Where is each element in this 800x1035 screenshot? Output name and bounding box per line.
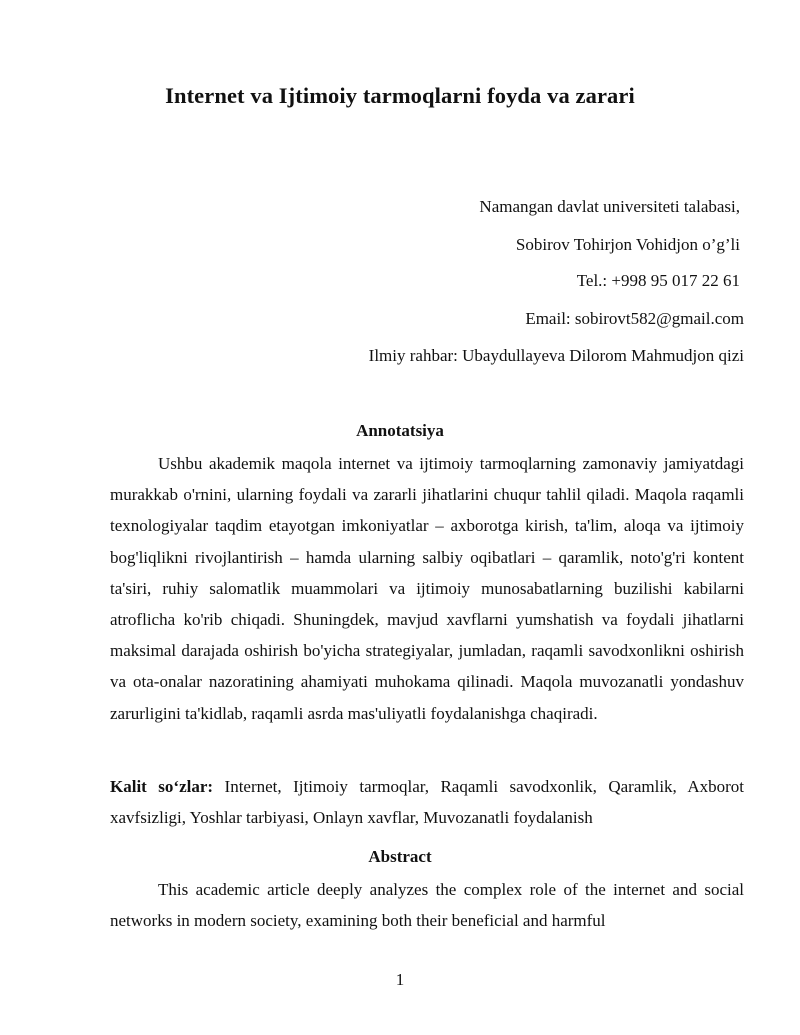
annotation-text: Ushbu akademik maqola internet va ijtimoiy tarmoqlarning zamonaviy jamiyatdagi murakkab o'rnini, ularning foydali va zararli jihatlarini chuqur tahlil qiladi. Maqola raqamli texnologiyalar taqdim etayotgan imkoniyatlar – axborotga kirish, ta'lim, aloqa va ijtimoiy bog'liqlikni rivojlantirish – hamda ularning salbiy oqibatlari – qaramlik, noto'g'ri kontent ta'siri, ruhiy salomatlik muammolari va ijtimoiy munosabatlarning buzilishi kabilarni atroflicha ko'rib chiqadi. Shuningdek, mavjud xavflarni yumshatish va foydali jihatlarni maksimal darajada oshirish bo'yicha strategiyalar, jumladan, raqamli savodxonlikni oshirish va ota-onalar nazoratining ahamiyati muhokama qilinadi. Maqola muvozanatli yondashuv zarurligini ta'kidlab, raqamli asrda mas'uliyatli foydalanishga chaqiradi. bbox=[110, 454, 744, 723]
article-title: Internet va Ijtimoiy tarmoqlarni foyda va zarari bbox=[165, 83, 635, 108]
supervisor: Ilmiy rahbar: Ubaydullayeva Dilorom Mahmudjon qizi bbox=[368, 346, 744, 365]
annotation-heading: Annotatsiya bbox=[356, 421, 444, 440]
author-email: Email: sobirovt582@gmail.com bbox=[525, 309, 744, 328]
page-number: 1 bbox=[395, 970, 405, 989]
keywords-label: Kalit so‘zlar: bbox=[110, 777, 214, 796]
author-affiliation: Namangan davlat universiteti talabasi, bbox=[479, 197, 740, 216]
author-name: Sobirov Tohirjon Vohidjon o’g’li bbox=[515, 235, 740, 254]
abstract-text: This academic article deeply analyzes the complex role of the internet and social networks in modern society, examining both their beneficial and harmful bbox=[110, 880, 744, 931]
author-phone: Tel.: +998 95 017 22 61 bbox=[576, 271, 740, 290]
keywords-text: Internet, Ijtimoiy tarmoqlar, Raqamli savodxonlik, Qaramlik, Axborot xavfsizligi, Yoshlar tarbiyasi, Onlayn xavflar, Muvozanatli foydalanish bbox=[110, 777, 744, 828]
keywords-paragraph bbox=[110, 771, 744, 833]
abstract-heading: Abstract bbox=[368, 847, 432, 866]
